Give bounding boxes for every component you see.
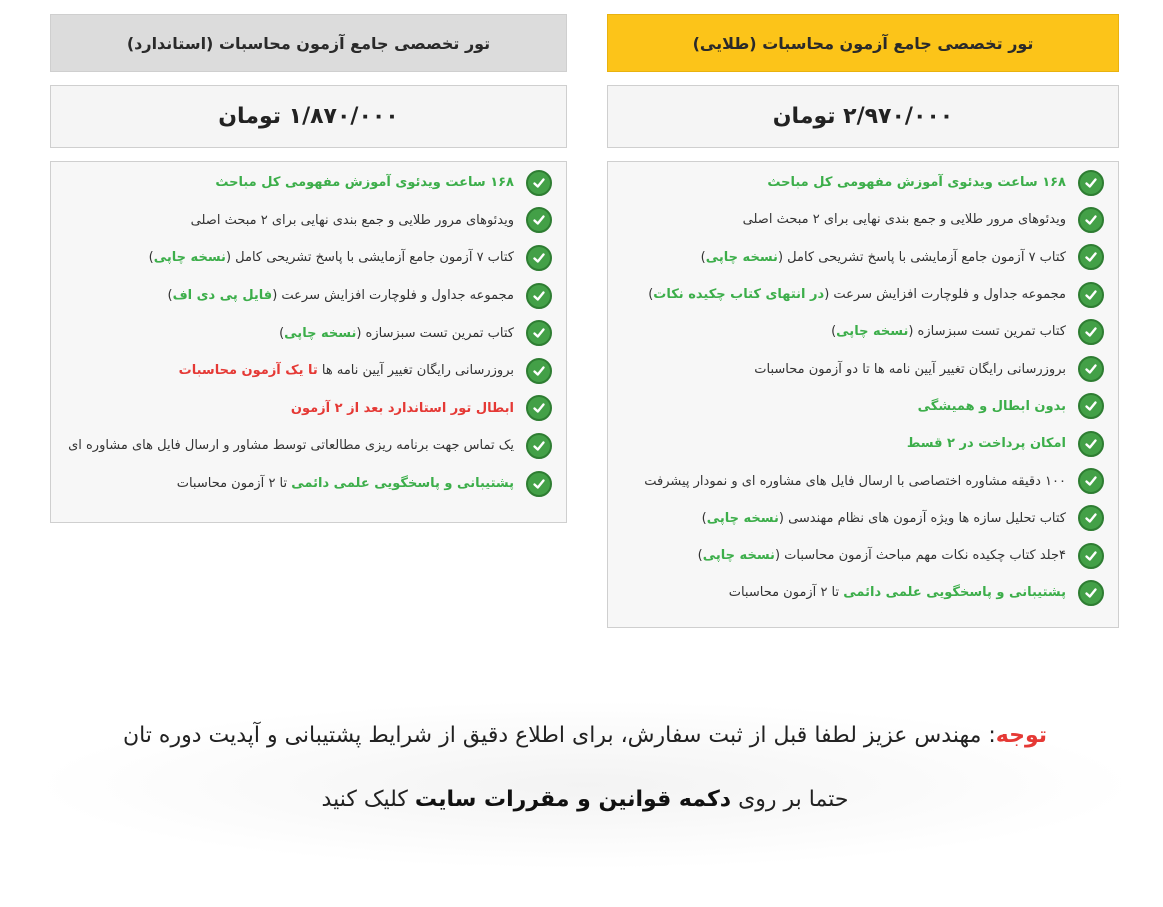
plan-standard-title: تور تخصصی جامع آزمون محاسبات (استاندارد) (50, 14, 567, 72)
feature-text-segment: نسخه چاپی (702, 548, 775, 564)
feature-item (608, 462, 1118, 499)
check-circle-icon (1078, 356, 1104, 382)
feature-text (729, 585, 1066, 600)
feature-text (644, 474, 1066, 489)
feature-text-segment: ) (167, 288, 173, 304)
feature-text-segment: نسخه چاپی (153, 250, 226, 266)
feature-text (177, 476, 514, 491)
feature-text-segment: ) (831, 324, 837, 340)
check-circle-icon (526, 283, 552, 309)
check-circle-icon (526, 471, 552, 497)
check-circle-icon (1078, 244, 1104, 270)
feature-text-segment: ) (148, 250, 154, 266)
plan-standard-features (50, 161, 567, 523)
feature-text (279, 326, 514, 341)
notice-line-2 (30, 784, 1140, 816)
feature-text-segment: ۱۶۸ ساعت ویدئوی آموزش مفهومی کل مباحث (215, 175, 514, 191)
feature-text-segment: تا یک آزمون محاسبات (178, 363, 318, 379)
feature-text-segment: در انتهای کتاب چکیده نکات (653, 287, 825, 303)
plan-gold-title: تور تخصصی جامع آزمون محاسبات (طلایی) (607, 14, 1119, 72)
feature-text-segment: پشتیبانی و پاسخگویی علمی دائمی (291, 476, 514, 492)
feature-text (767, 175, 1066, 190)
feature-text-segment: نسخه چاپی (706, 510, 779, 526)
notice-box (30, 700, 1140, 870)
feature-text-segment: ابطال تور استاندارد بعد از ۲ آزمون (290, 400, 514, 416)
feature-text-segment: ویدئوهای مرور طلایی و جمع بندی نهایی برای ۲ مبحث اصلی (190, 212, 514, 228)
check-circle-icon (526, 395, 552, 421)
feature-item (51, 314, 566, 352)
plan-gold (607, 14, 1119, 628)
check-circle-icon (1078, 393, 1104, 419)
check-circle-icon (1078, 207, 1104, 233)
check-circle-icon (1078, 282, 1104, 308)
feature-text (191, 213, 514, 228)
check-circle-icon (1078, 319, 1104, 345)
feature-text-segment: ) (700, 249, 706, 265)
plan-gold-features (607, 161, 1119, 628)
notice-suffix: کلیک کنید (321, 787, 415, 812)
feature-text-segment: کتاب ۷ آزمون جامع آزمایشی با پاسخ تشریحی کامل ( (225, 250, 514, 266)
feature-text-segment: تا ۲ آزمون محاسبات (728, 585, 844, 601)
feature-text (167, 288, 514, 303)
feature-item (51, 427, 566, 465)
feature-text-segment: ) (697, 548, 703, 564)
feature-text-segment: مجموعه جداول و فلوچارت افزایش سرعت ( (824, 287, 1066, 303)
plan-standard-price: ۱/۸۷۰/۰۰۰ تومان (50, 85, 567, 148)
feature-text-segment: ) (279, 325, 285, 341)
feature-text-segment: فایل پی دی اف (172, 288, 273, 304)
check-circle-icon (1078, 468, 1104, 494)
feature-text (831, 324, 1066, 339)
feature-text-segment: ) (701, 510, 707, 526)
notice-text: : مهندس عزیز لطفا قبل از ثبت سفارش، برای اطلاع دقیق از شرایط پشتیبانی و آپدیت دوره تان (122, 723, 996, 748)
feature-text-segment: نسخه چاپی (705, 249, 778, 265)
feature-text (149, 250, 514, 265)
feature-text-segment: ۱۰۰ دقیقه مشاوره اختصاصی با ارسال فایل های مشاوره ای و نمودار پیشرفت (644, 473, 1066, 489)
feature-item (608, 537, 1118, 574)
feature-item (608, 276, 1118, 313)
check-circle-icon (526, 207, 552, 233)
feature-text-segment: کتاب تمرین تست سبزسازه ( (356, 325, 514, 341)
feature-text-segment: بروزرسانی رایگان تغییر آیین نامه ها تا دو آزمون محاسبات (754, 361, 1066, 377)
notice-prefix: حتما بر روی (731, 787, 849, 812)
feature-item (51, 239, 566, 277)
check-circle-icon (1078, 431, 1104, 457)
plan-standard (50, 14, 567, 523)
feature-text-segment: مجموعه جداول و فلوچارت افزایش سرعت ( (272, 288, 514, 304)
feature-text-segment: امکان پرداخت در ۲ قسط (906, 436, 1066, 452)
feature-item (51, 465, 566, 503)
check-circle-icon (1078, 580, 1104, 606)
plan-gold-price: ۲/۹۷۰/۰۰۰ تومان (607, 85, 1119, 148)
feature-item (51, 390, 566, 428)
check-circle-icon (1078, 505, 1104, 531)
feature-item (51, 352, 566, 390)
check-circle-icon (526, 433, 552, 459)
feature-text (918, 399, 1066, 414)
feature-text (648, 287, 1066, 302)
feature-text-segment: ویدئوهای مرور طلایی و جمع بندی نهایی برای ۲ مبحث اصلی (742, 212, 1066, 228)
feature-text-segment: تا ۲ آزمون محاسبات (176, 476, 292, 492)
feature-text (702, 511, 1066, 526)
feature-text (215, 175, 514, 190)
feature-text-segment: یک تماس جهت برنامه ریزی مطالعاتی توسط مشاور و ارسال فایل های مشاوره ای (68, 438, 514, 454)
feature-text-segment: ۴جلد کتاب چکیده نکات مهم مباحث آزمون محاسبات ( (774, 548, 1066, 564)
feature-text-segment: کتاب تحلیل سازه ها ویژه آزمون های نظام مهندسی ( (778, 510, 1066, 526)
terms-link[interactable]: دکمه قوانین و مقررات سایت (414, 787, 732, 812)
feature-item (608, 350, 1118, 387)
feature-text-segment: ) (648, 287, 654, 303)
check-circle-icon (1078, 170, 1104, 196)
check-circle-icon (526, 245, 552, 271)
feature-text-segment: کتاب تمرین تست سبزسازه ( (908, 324, 1066, 340)
notice-line-1 (30, 720, 1140, 752)
notice-label: توجه (995, 723, 1048, 748)
feature-item (608, 425, 1118, 462)
check-circle-icon (526, 170, 552, 196)
feature-item (51, 202, 566, 240)
feature-text (698, 548, 1066, 563)
feature-text-segment: بدون ابطال و همیشگی (917, 398, 1066, 414)
feature-text-segment: بروزرسانی رایگان تغییر آیین نامه ها (317, 363, 514, 379)
feature-text (701, 250, 1066, 265)
feature-item (608, 313, 1118, 350)
feature-item (608, 500, 1118, 537)
feature-text (907, 436, 1066, 451)
feature-text (68, 438, 514, 453)
feature-item (608, 388, 1118, 425)
feature-text-segment: نسخه چاپی (836, 324, 909, 340)
feature-item (51, 164, 566, 202)
feature-text-segment: پشتیبانی و پاسخگویی علمی دائمی (843, 585, 1066, 601)
feature-item (608, 164, 1118, 201)
feature-text (179, 363, 514, 378)
feature-text (754, 362, 1066, 377)
check-circle-icon (1078, 543, 1104, 569)
feature-text-segment: ۱۶۸ ساعت ویدئوی آموزش مفهومی کل مباحث (767, 175, 1066, 191)
feature-text-segment: نسخه چاپی (284, 325, 357, 341)
check-circle-icon (526, 358, 552, 384)
feature-item (608, 201, 1118, 238)
feature-text (291, 401, 514, 416)
feature-text (743, 212, 1066, 227)
feature-item (608, 574, 1118, 611)
feature-item (51, 277, 566, 315)
feature-item (608, 239, 1118, 276)
check-circle-icon (526, 320, 552, 346)
feature-text-segment: کتاب ۷ آزمون جامع آزمایشی با پاسخ تشریحی کامل ( (777, 249, 1066, 265)
